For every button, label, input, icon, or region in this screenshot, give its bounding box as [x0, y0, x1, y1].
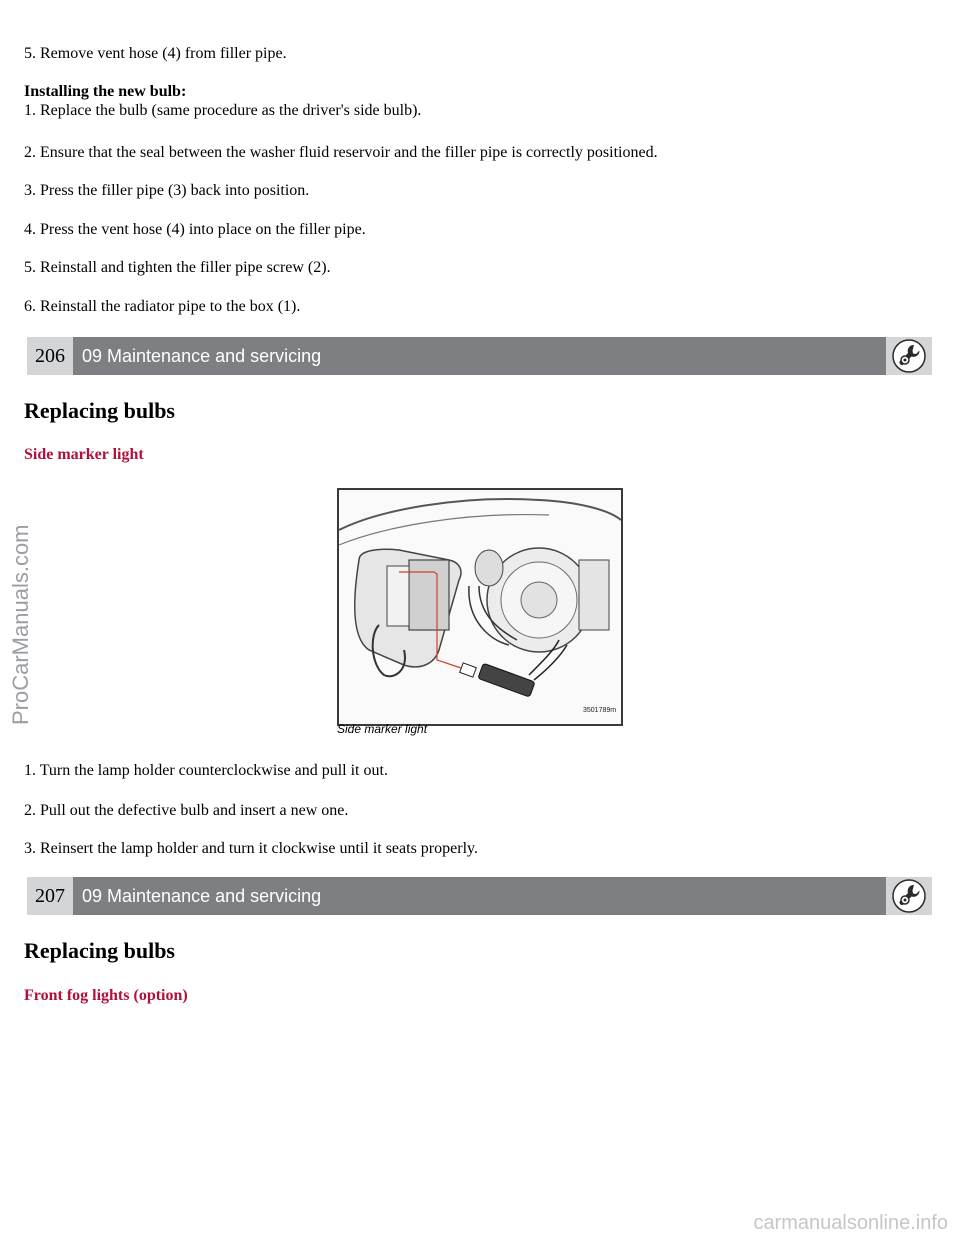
- figure-code: 3501789m: [583, 707, 617, 714]
- section-subheading: Side marker light: [24, 446, 144, 463]
- chapter-bar-207: [27, 877, 932, 915]
- install-step-3: 3. Press the filler pipe (3) back into position.: [24, 182, 310, 199]
- page-number: 207: [27, 877, 73, 915]
- step-remove-vent-hose: 5. Remove vent hose (4) from filler pipe.: [24, 45, 287, 62]
- installing-heading: Installing the new bulb:: [24, 83, 187, 100]
- bottom-watermark: carmanualsonline.info: [753, 1212, 948, 1234]
- chapter-bar-206: [27, 337, 932, 375]
- section-heading: Replacing bulbs: [24, 938, 175, 963]
- side-marker-light-illustration: [337, 488, 623, 726]
- marker-step-1: 1. Turn the lamp holder counterclockwise and pull it out.: [24, 762, 388, 779]
- wrench-icon: [886, 877, 932, 915]
- wrench-icon: [886, 337, 932, 375]
- marker-step-3: 3. Reinsert the lamp holder and turn it clockwise until it seats properly.: [24, 840, 478, 857]
- marker-step-2: 2. Pull out the defective bulb and insert a new one.: [24, 802, 349, 819]
- install-step-6: 6. Reinstall the radiator pipe to the box (1).: [24, 298, 301, 315]
- page-number: 206: [27, 337, 73, 375]
- chapter-title: 09 Maintenance and servicing: [82, 346, 322, 366]
- figure-caption: Side marker light: [337, 722, 428, 736]
- install-step-5: 5. Reinstall and tighten the filler pipe screw (2).: [24, 259, 331, 276]
- section-subheading: Front fog lights (option): [24, 987, 188, 1004]
- chapter-title: 09 Maintenance and servicing: [82, 886, 322, 906]
- install-step-1: 1. Replace the bulb (same procedure as the driver's side bulb).: [24, 102, 422, 119]
- install-step-2: 2. Ensure that the seal between the washer fluid reservoir and the filler pipe is correctly positioned.: [24, 144, 658, 161]
- side-watermark: ProCarManuals.com: [8, 524, 33, 725]
- install-step-4: 4. Press the vent hose (4) into place on the filler pipe.: [24, 221, 366, 238]
- section-heading: Replacing bulbs: [24, 398, 175, 423]
